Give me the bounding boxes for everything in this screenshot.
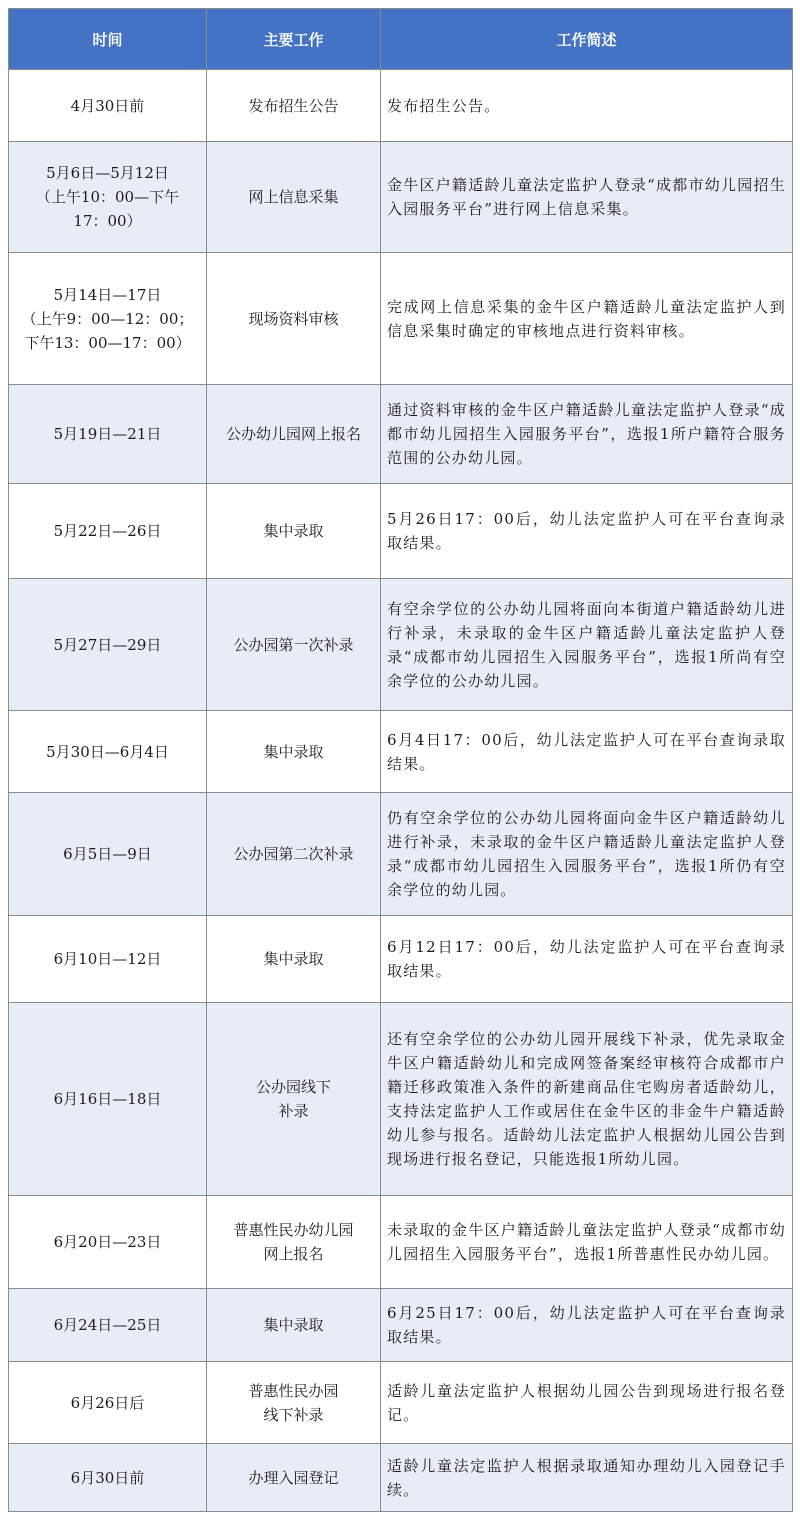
cell-time: 5月19日—21日 [9, 385, 207, 484]
table-row [9, 793, 793, 916]
cell-time: 6月16日—18日 [9, 1003, 207, 1196]
cell-time: 6月10日—12日 [9, 916, 207, 1003]
cell-time: 5月14日—17日 （上午9：00—12：00； 下午13：00—17：00） [9, 253, 207, 385]
table-row [9, 253, 793, 385]
table-row [9, 1362, 793, 1444]
cell-desc: 发布招生公告。 [381, 70, 793, 142]
cell-work: 办理入园登记 [207, 1444, 381, 1512]
table-row [9, 711, 793, 793]
header-time: 时间 [9, 9, 207, 70]
cell-desc: 6月25日17：00后，幼儿法定监护人可在平台查询录取结果。 [381, 1289, 793, 1362]
table-row [9, 70, 793, 142]
cell-work: 公办园第二次补录 [207, 793, 381, 916]
cell-time: 5月22日—26日 [9, 484, 207, 579]
cell-work: 发布招生公告 [207, 70, 381, 142]
table-row [9, 142, 793, 253]
cell-time: 5月6日—5月12日 （上午10：00—下午 17：00） [9, 142, 207, 253]
cell-desc: 通过资料审核的金牛区户籍适龄儿童法定监护人登录“成都市幼儿园招生入园服务平台”，选报1所户籍符合服务范围的公办幼儿园。 [381, 385, 793, 484]
cell-work: 集中录取 [207, 916, 381, 1003]
cell-desc: 适龄儿童法定监护人根据幼儿园公告到现场进行报名登记。 [381, 1362, 793, 1444]
table-row [9, 1289, 793, 1362]
cell-desc: 有空余学位的公办幼儿园将面向本街道户籍适龄幼儿进行补录，未录取的金牛区户籍适龄儿童法定监护人登录“成都市幼儿园招生入园服务平台”，选报1所尚有空余学位的公办幼儿园。 [381, 579, 793, 711]
cell-work: 公办幼儿园网上报名 [207, 385, 381, 484]
cell-desc: 适龄儿童法定监护人根据录取通知办理幼儿入园登记手续。 [381, 1444, 793, 1512]
table-row [9, 1444, 793, 1512]
table-header-row [9, 9, 793, 70]
cell-work: 集中录取 [207, 484, 381, 579]
cell-desc: 还有空余学位的公办幼儿园开展线下补录，优先录取金牛区户籍适龄幼儿和完成网签备案经审核符合成都市户籍迁移政策准入条件的新建商品住宅购房者适龄幼儿，支持法定监护人工作或居住在金牛区的非金牛户籍适龄幼儿参与报名。适龄幼儿法定监护人根据幼儿园公告到现场进行报名登记，只能选报1所幼儿园。 [381, 1003, 793, 1196]
cell-work: 普惠性民办园 线下补录 [207, 1362, 381, 1444]
header-description: 工作简述 [381, 9, 793, 70]
cell-desc: 6月4日17：00后，幼儿法定监护人可在平台查询录取结果。 [381, 711, 793, 793]
cell-time: 5月27日—29日 [9, 579, 207, 711]
cell-time: 5月30日—6月4日 [9, 711, 207, 793]
cell-time: 6月5日—9日 [9, 793, 207, 916]
cell-desc: 未录取的金牛区户籍适龄儿童法定监护人登录“成都市幼儿园招生入园服务平台”，选报1所普惠性民办幼儿园。 [381, 1196, 793, 1289]
cell-work: 网上信息采集 [207, 142, 381, 253]
cell-desc: 仍有空余学位的公办幼儿园将面向金牛区户籍适龄幼儿进行补录，未录取的金牛区户籍适龄儿童法定监护人登录“成都市幼儿园招生入园服务平台”，选报1所仍有空余学位的幼儿园。 [381, 793, 793, 916]
table-row [9, 1003, 793, 1196]
cell-time: 6月24日—25日 [9, 1289, 207, 1362]
cell-work: 集中录取 [207, 711, 381, 793]
cell-work: 现场资料审核 [207, 253, 381, 385]
table-row [9, 579, 793, 711]
schedule-table [8, 8, 793, 1512]
cell-desc: 完成网上信息采集的金牛区户籍适龄儿童法定监护人到信息采集时确定的审核地点进行资料审核。 [381, 253, 793, 385]
table-row [9, 385, 793, 484]
cell-time: 6月26日后 [9, 1362, 207, 1444]
cell-work: 公办园第一次补录 [207, 579, 381, 711]
header-main-work: 主要工作 [207, 9, 381, 70]
cell-work: 普惠性民办幼儿园 网上报名 [207, 1196, 381, 1289]
cell-desc: 6月12日17：00后，幼儿法定监护人可在平台查询录取结果。 [381, 916, 793, 1003]
cell-desc: 金牛区户籍适龄儿童法定监护人登录“成都市幼儿园招生入园服务平台”进行网上信息采集。 [381, 142, 793, 253]
table-row [9, 1196, 793, 1289]
table-row [9, 484, 793, 579]
cell-work: 集中录取 [207, 1289, 381, 1362]
cell-time: 6月20日—23日 [9, 1196, 207, 1289]
table-row [9, 916, 793, 1003]
cell-time: 4月30日前 [9, 70, 207, 142]
cell-time: 6月30日前 [9, 1444, 207, 1512]
cell-desc: 5月26日17：00后，幼儿法定监护人可在平台查询录取结果。 [381, 484, 793, 579]
cell-work: 公办园线下 补录 [207, 1003, 381, 1196]
